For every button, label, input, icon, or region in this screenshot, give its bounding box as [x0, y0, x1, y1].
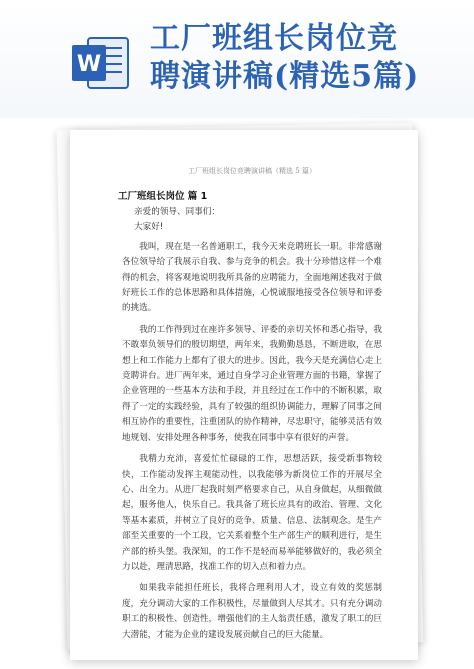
page-title-line-2: 聘演讲稿(精选5篇) [150, 59, 420, 94]
logo-letter: W [76, 52, 102, 77]
greeting-line: 大家好! [134, 222, 164, 233]
body-paragraph: 如果我幸能担任班长，我将合理利用人才，设立有效的奖惩制度，充分调动大家的工作积极性，尽量做到人尽其才。只有充分调动职工的积极性、创造性，增强他们的主人翁责任感，激发了职工的巨大潜能，才能为企业的建设发展贡献自己的巨大能量。 [122, 583, 382, 640]
page-title-line-1: 工厂班组长岗位竞 [150, 21, 398, 56]
body-paragraph: 我叫，现在是一名普通职工，我今天来竞聘班长一职。非常感谢各位领导给了我展示自我、参与竞争的机会。我十分珍惜这样一个难得的机会，将客观地说明我所具备的应聘能力，全面地阐述我对于做好班长工作的总体思路和具体措施，心悦诚服地接受各位领导和评委的挑选。 [122, 241, 382, 314]
salutation-line: 亲爱的领导、同事们： [134, 207, 220, 217]
running-header: 工厂班组长岗位竞聘演讲稿（精选 5 篇） [188, 167, 316, 175]
body-paragraph: 我精力充沛，喜爱忙忙碌碌的工作，思想活跃，接受新事物较快，工作能动发挥主观能动性，以我能够为新岗位工作的开展尽全心、出全力。从进厂起我时刻严格要求自己，从自身做起，从细微做起，服务他人，快乐自己。我具备了班长应具有的政治、管理、文化等基本素质，并树立了良好的竞争、质量、信息、法制观念。是生产部至关重要的一个工段，它关系着整个生产部生产的顺利进行，是生产部的桥头堡。我深知，的工作不是轻而易举能够做好的，我必须全力以赴，理清思路，找准工作的切入点和着力点。 [122, 454, 382, 572]
section-heading: 工厂班组长岗位 篇 1 [118, 191, 208, 202]
document-page[interactable] [70, 130, 418, 660]
body-paragraph: 我的工作得到过在座许多领导、评委的亲切关怀和悉心指导，我不敢辜负领导们的殷切期望，两年来，我勤勤恳恳，不断进取，在思想上和工作能力上都有了很大的进步。因此，我今天是充满信心走上竞聘讲台。进厂两年来，通过自身学习企业管理方面的书籍，掌握了企业管理的一些基本方法和手段，并且经过在工作中的不断积累，取得了一定的实践经验，具有了较强的组织协调能力，理解了同事之间相互协作的重要性，注重团队的协作精神，尽忠职守，能够灵活有效地规划、安排处理各种事务，使我在同事中享有很好的声誉。 [122, 324, 382, 443]
